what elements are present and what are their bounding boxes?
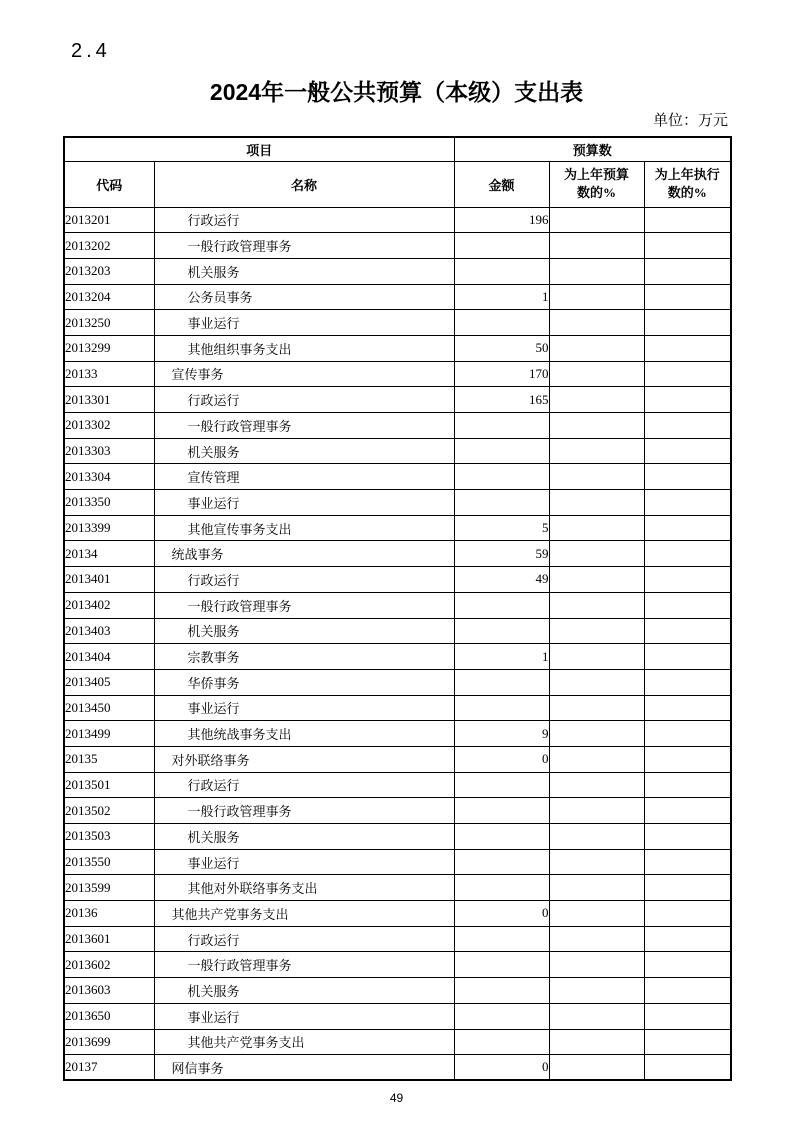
pct-prev-exec-cell xyxy=(644,233,731,259)
pct-prev-exec-cell xyxy=(644,361,731,387)
pct-prev-exec-cell xyxy=(644,952,731,978)
code-cell: 2013599 xyxy=(64,875,154,901)
amount-cell: 0 xyxy=(454,901,549,927)
pct-prev-exec-cell xyxy=(644,1055,731,1081)
code-cell: 2013301 xyxy=(64,387,154,413)
amount-cell: 170 xyxy=(454,361,549,387)
pct-prev-exec-cell xyxy=(644,824,731,850)
pct-prev-budget-cell xyxy=(549,746,644,772)
name-cell: 事业运行 xyxy=(154,310,454,336)
code-cell: 2013650 xyxy=(64,1003,154,1029)
header-name: 名称 xyxy=(154,161,454,207)
amount-cell xyxy=(454,978,549,1004)
code-cell: 2013304 xyxy=(64,464,154,490)
name-cell: 机关服务 xyxy=(154,258,454,284)
pct-prev-budget-cell xyxy=(549,772,644,798)
name-cell: 行政运行 xyxy=(154,207,454,233)
name-cell: 行政运行 xyxy=(154,567,454,593)
table-row xyxy=(64,721,731,747)
code-cell: 2013203 xyxy=(64,258,154,284)
amount-cell xyxy=(454,1003,549,1029)
code-cell: 2013404 xyxy=(64,644,154,670)
pct-prev-budget-cell xyxy=(549,464,644,490)
header-pct-prev-exec xyxy=(644,161,731,207)
amount-cell xyxy=(454,464,549,490)
table-row xyxy=(64,644,731,670)
name-cell: 其他共产党事务支出 xyxy=(154,1029,454,1055)
amount-cell xyxy=(454,490,549,516)
pct-prev-exec-cell xyxy=(644,926,731,952)
code-cell: 2013699 xyxy=(64,1029,154,1055)
table-row xyxy=(64,618,731,644)
code-cell: 2013550 xyxy=(64,849,154,875)
name-cell: 宣传管理 xyxy=(154,464,454,490)
pct-prev-budget-cell xyxy=(549,490,644,516)
table-row xyxy=(64,361,731,387)
name-cell: 宗教事务 xyxy=(154,644,454,670)
table-row xyxy=(64,746,731,772)
pct-prev-budget-cell xyxy=(549,413,644,439)
pct-prev-exec-cell xyxy=(644,490,731,516)
code-cell: 20136 xyxy=(64,901,154,927)
section-number: 2.4 xyxy=(71,40,111,62)
code-cell: 2013401 xyxy=(64,567,154,593)
page-number: 49 xyxy=(389,1091,404,1105)
amount-cell: 5 xyxy=(454,515,549,541)
header-pct-prev-budget-line1: 为上年预算 xyxy=(564,167,630,183)
code-cell: 20135 xyxy=(64,746,154,772)
amount-cell xyxy=(454,438,549,464)
name-cell: 机关服务 xyxy=(154,978,454,1004)
code-cell: 2013250 xyxy=(64,310,154,336)
name-cell: 机关服务 xyxy=(154,618,454,644)
pct-prev-exec-cell xyxy=(644,207,731,233)
pct-prev-exec-cell xyxy=(644,310,731,336)
name-cell: 对外联络事务 xyxy=(154,746,454,772)
pct-prev-exec-cell xyxy=(644,644,731,670)
table-row xyxy=(64,669,731,695)
table-row xyxy=(64,592,731,618)
pct-prev-budget-cell xyxy=(549,567,644,593)
table-row xyxy=(64,387,731,413)
amount-cell xyxy=(454,952,549,978)
code-cell: 2013503 xyxy=(64,824,154,850)
pct-prev-exec-cell xyxy=(644,541,731,567)
table-row xyxy=(64,490,731,516)
table-row xyxy=(64,1029,731,1055)
pct-prev-budget-cell xyxy=(549,233,644,259)
pct-prev-budget-cell xyxy=(549,926,644,952)
header-amount: 金额 xyxy=(454,161,549,207)
table-header xyxy=(64,137,731,207)
pct-prev-budget-cell xyxy=(549,978,644,1004)
amount-cell xyxy=(454,258,549,284)
pct-prev-budget-cell xyxy=(549,1055,644,1081)
code-cell: 2013501 xyxy=(64,772,154,798)
name-cell: 网信事务 xyxy=(154,1055,454,1081)
pct-prev-budget-cell xyxy=(549,207,644,233)
pct-prev-exec-cell xyxy=(644,901,731,927)
amount-cell xyxy=(454,618,549,644)
code-cell: 2013302 xyxy=(64,413,154,439)
table-row xyxy=(64,695,731,721)
pct-prev-exec-cell xyxy=(644,746,731,772)
amount-cell xyxy=(454,772,549,798)
pct-prev-exec-cell xyxy=(644,849,731,875)
pct-prev-budget-cell xyxy=(549,901,644,927)
pct-prev-budget-cell xyxy=(549,849,644,875)
code-cell: 2013603 xyxy=(64,978,154,1004)
amount-cell: 0 xyxy=(454,1055,549,1081)
amount-cell: 50 xyxy=(454,335,549,361)
name-cell: 统战事务 xyxy=(154,541,454,567)
table-row xyxy=(64,952,731,978)
table-row xyxy=(64,541,731,567)
table-row xyxy=(64,772,731,798)
pct-prev-budget-cell xyxy=(549,361,644,387)
name-cell: 其他统战事务支出 xyxy=(154,721,454,747)
table-row xyxy=(64,284,731,310)
name-cell: 事业运行 xyxy=(154,1003,454,1029)
header-group-item: 项目 xyxy=(64,137,454,161)
amount-cell xyxy=(454,849,549,875)
pct-prev-budget-cell xyxy=(549,875,644,901)
pct-prev-budget-cell xyxy=(549,824,644,850)
table-row xyxy=(64,310,731,336)
amount-cell: 196 xyxy=(454,207,549,233)
amount-cell: 1 xyxy=(454,284,549,310)
pct-prev-budget-cell xyxy=(549,669,644,695)
unit-label: 单位：万元 xyxy=(652,113,728,129)
amount-cell xyxy=(454,413,549,439)
pct-prev-exec-cell xyxy=(644,669,731,695)
code-cell: 2013303 xyxy=(64,438,154,464)
table-body xyxy=(64,207,731,1080)
pct-prev-exec-cell xyxy=(644,772,731,798)
pct-prev-exec-cell xyxy=(644,567,731,593)
name-cell: 宣传事务 xyxy=(154,361,454,387)
pct-prev-exec-cell xyxy=(644,592,731,618)
code-cell: 20137 xyxy=(64,1055,154,1081)
name-cell: 事业运行 xyxy=(154,849,454,875)
name-cell: 机关服务 xyxy=(154,438,454,464)
code-cell: 2013402 xyxy=(64,592,154,618)
name-cell: 其他组织事务支出 xyxy=(154,335,454,361)
table-row xyxy=(64,1055,731,1081)
pct-prev-exec-cell xyxy=(644,258,731,284)
header-group-row xyxy=(64,137,731,161)
table-row xyxy=(64,335,731,361)
page-title: 2024年一般公共预算（本级）支出表 xyxy=(209,79,584,105)
pct-prev-exec-cell xyxy=(644,1029,731,1055)
name-cell: 一般行政管理事务 xyxy=(154,592,454,618)
amount-cell xyxy=(454,926,549,952)
amount-cell xyxy=(454,875,549,901)
name-cell: 一般行政管理事务 xyxy=(154,413,454,439)
amount-cell xyxy=(454,1029,549,1055)
name-cell: 其他对外联络事务支出 xyxy=(154,875,454,901)
header-pct-prev-budget xyxy=(549,161,644,207)
code-cell: 2013499 xyxy=(64,721,154,747)
pct-prev-exec-cell xyxy=(644,978,731,1004)
pct-prev-exec-cell xyxy=(644,515,731,541)
amount-cell: 0 xyxy=(454,746,549,772)
code-cell: 20134 xyxy=(64,541,154,567)
code-cell: 20133 xyxy=(64,361,154,387)
pct-prev-budget-cell xyxy=(549,387,644,413)
amount-cell xyxy=(454,233,549,259)
amount-cell xyxy=(454,695,549,721)
header-pct-prev-exec-line2: 数的% xyxy=(667,185,707,200)
name-cell: 公务员事务 xyxy=(154,284,454,310)
name-cell: 一般行政管理事务 xyxy=(154,233,454,259)
pct-prev-budget-cell xyxy=(549,721,644,747)
pct-prev-budget-cell xyxy=(549,798,644,824)
pct-prev-budget-cell xyxy=(549,541,644,567)
table-row xyxy=(64,413,731,439)
name-cell: 事业运行 xyxy=(154,695,454,721)
name-cell: 机关服务 xyxy=(154,824,454,850)
table-row xyxy=(64,1003,731,1029)
table-row xyxy=(64,875,731,901)
table-row xyxy=(64,233,731,259)
table-row xyxy=(64,926,731,952)
table-row xyxy=(64,438,731,464)
pct-prev-budget-cell xyxy=(549,618,644,644)
header-pct-prev-budget-line2: 数的% xyxy=(577,185,617,200)
pct-prev-exec-cell xyxy=(644,1003,731,1029)
code-cell: 2013602 xyxy=(64,952,154,978)
table-row xyxy=(64,849,731,875)
code-cell: 2013299 xyxy=(64,335,154,361)
amount-cell xyxy=(454,310,549,336)
amount-cell: 9 xyxy=(454,721,549,747)
pct-prev-exec-cell xyxy=(644,387,731,413)
code-cell: 2013399 xyxy=(64,515,154,541)
table-row xyxy=(64,978,731,1004)
pct-prev-exec-cell xyxy=(644,875,731,901)
table-row xyxy=(64,515,731,541)
amount-cell xyxy=(454,824,549,850)
code-cell: 2013201 xyxy=(64,207,154,233)
amount-cell: 49 xyxy=(454,567,549,593)
pct-prev-exec-cell xyxy=(644,438,731,464)
table-row xyxy=(64,824,731,850)
pct-prev-budget-cell xyxy=(549,695,644,721)
pct-prev-budget-cell xyxy=(549,515,644,541)
pct-prev-budget-cell xyxy=(549,258,644,284)
pct-prev-budget-cell xyxy=(549,284,644,310)
pct-prev-exec-cell xyxy=(644,413,731,439)
name-cell: 一般行政管理事务 xyxy=(154,952,454,978)
name-cell: 行政运行 xyxy=(154,772,454,798)
code-cell: 2013502 xyxy=(64,798,154,824)
pct-prev-budget-cell xyxy=(549,592,644,618)
pct-prev-budget-cell xyxy=(549,644,644,670)
header-pct-prev-exec-line1: 为上年执行 xyxy=(654,167,720,183)
code-cell: 2013204 xyxy=(64,284,154,310)
pct-prev-budget-cell xyxy=(549,335,644,361)
pct-prev-budget-cell xyxy=(549,952,644,978)
code-cell: 2013403 xyxy=(64,618,154,644)
name-cell: 行政运行 xyxy=(154,387,454,413)
code-cell: 2013350 xyxy=(64,490,154,516)
pct-prev-exec-cell xyxy=(644,464,731,490)
budget-table xyxy=(63,136,732,1081)
table-row xyxy=(64,258,731,284)
code-cell: 2013450 xyxy=(64,695,154,721)
name-cell: 华侨事务 xyxy=(154,669,454,695)
name-cell: 行政运行 xyxy=(154,926,454,952)
name-cell: 其他宣传事务支出 xyxy=(154,515,454,541)
pct-prev-exec-cell xyxy=(644,721,731,747)
table-row xyxy=(64,464,731,490)
amount-cell xyxy=(454,798,549,824)
pct-prev-budget-cell xyxy=(549,310,644,336)
pct-prev-exec-cell xyxy=(644,284,731,310)
pct-prev-exec-cell xyxy=(644,335,731,361)
amount-cell xyxy=(454,669,549,695)
table-row xyxy=(64,901,731,927)
pct-prev-budget-cell xyxy=(549,438,644,464)
name-cell: 事业运行 xyxy=(154,490,454,516)
code-cell: 2013601 xyxy=(64,926,154,952)
header-group-budget: 预算数 xyxy=(454,137,731,161)
pct-prev-exec-cell xyxy=(644,695,731,721)
pct-prev-budget-cell xyxy=(549,1029,644,1055)
header-column-row xyxy=(64,161,731,207)
name-cell: 其他共产党事务支出 xyxy=(154,901,454,927)
code-cell: 2013202 xyxy=(64,233,154,259)
amount-cell: 165 xyxy=(454,387,549,413)
header-code: 代码 xyxy=(64,161,154,207)
pct-prev-budget-cell xyxy=(549,1003,644,1029)
name-cell: 一般行政管理事务 xyxy=(154,798,454,824)
code-cell: 2013405 xyxy=(64,669,154,695)
table-row xyxy=(64,207,731,233)
amount-cell: 59 xyxy=(454,541,549,567)
amount-cell xyxy=(454,592,549,618)
pct-prev-exec-cell xyxy=(644,618,731,644)
amount-cell: 1 xyxy=(454,644,549,670)
table-row xyxy=(64,798,731,824)
pct-prev-exec-cell xyxy=(644,798,731,824)
table-row xyxy=(64,567,731,593)
